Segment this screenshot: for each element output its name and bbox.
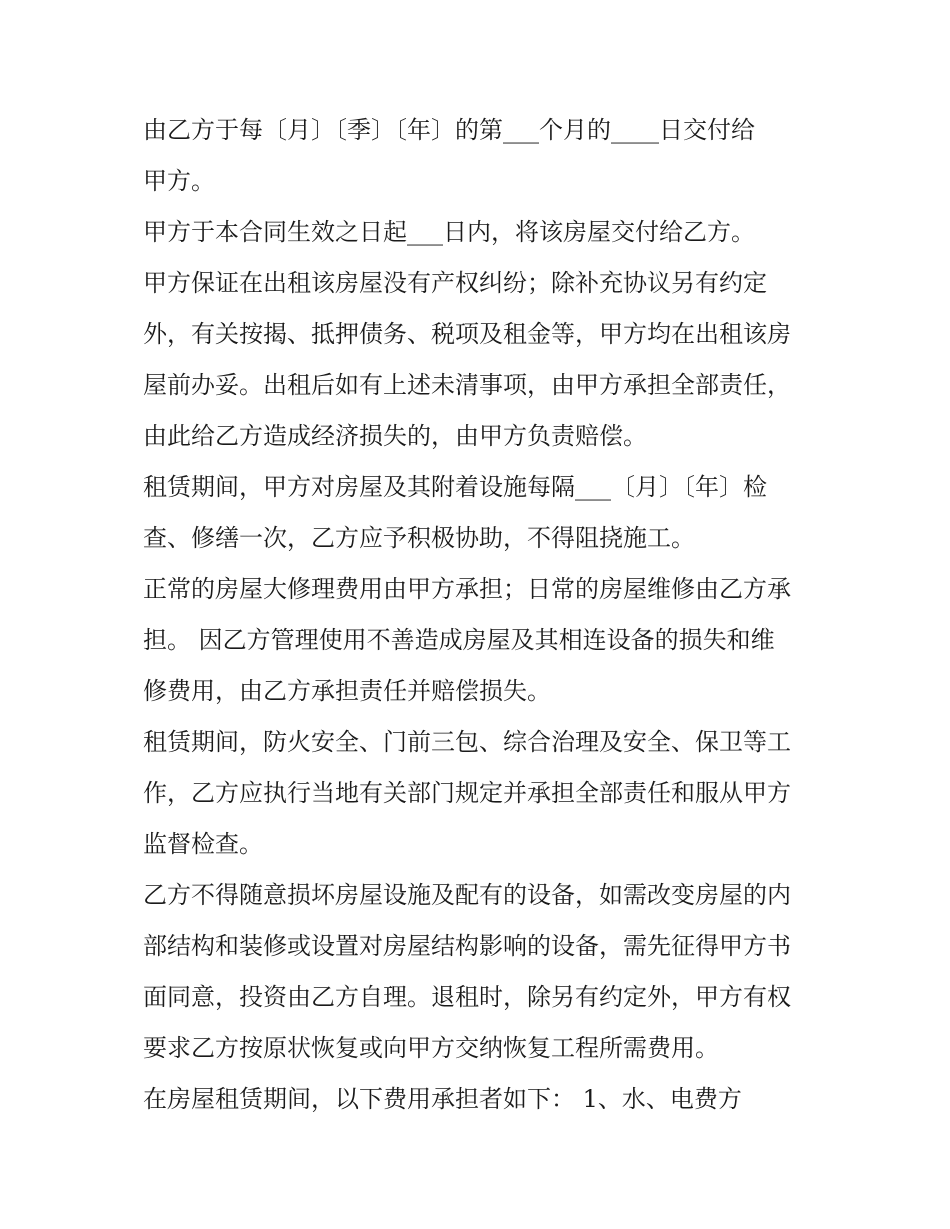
text-line: 部结构和装修或设置对房屋结构影响的设备，需先征得甲方书 — [143, 932, 791, 960]
text-line: 甲方。 — [143, 167, 215, 195]
paragraph-property-guarantee — [143, 258, 823, 462]
document-body — [143, 105, 823, 1125]
text-line: 甲方于本合同生效之日起___日内，将该房屋交付给乙方。 — [143, 218, 755, 246]
text-line: 查、修缮一次，乙方应予积极协助，不得阻挠施工。 — [143, 524, 695, 552]
text-line: 由乙方于每〔月〕〔季〕〔年〕的第___个月的____日交付给 — [143, 116, 755, 144]
text-line: 面同意，投资由乙方自理。退租时，除另有约定外，甲方有权 — [143, 983, 791, 1011]
text-line: 外，有关按揭、抵押债务、税项及租金等，甲方均在出租该房 — [143, 320, 791, 348]
text-line: 由此给乙方造成经济损失的，由甲方负责赔偿。 — [143, 422, 647, 450]
text-line: 正常的房屋大修理费用由甲方承担；日常的房屋维修由乙方承 — [143, 575, 791, 603]
text-line: 修费用，由乙方承担责任并赔偿损失。 — [143, 677, 551, 705]
text-line: 监督检查。 — [143, 830, 263, 858]
text-line: 在房屋租赁期间，以下费用承担者如下： 1、水、电费方 — [143, 1085, 742, 1113]
text-line: 甲方保证在出租该房屋没有产权纠纷；除补充协议另有约定 — [143, 269, 767, 297]
paragraph-safety — [143, 717, 823, 870]
paragraph-expenses — [143, 1074, 823, 1125]
text-line: 担。 因乙方管理使用不善造成房屋及其相连设备的损失和维 — [143, 626, 775, 654]
paragraph-payment-schedule — [143, 105, 823, 207]
text-line: 租赁期间，甲方对房屋及其附着设施每隔___〔月〕〔年〕检 — [143, 473, 767, 501]
paragraph-repair-costs — [143, 564, 823, 717]
text-line: 作，乙方应执行当地有关部门规定并承担全部责任和服从甲方 — [143, 779, 791, 807]
text-line: 屋前办妥。出租后如有上述未清事项，由甲方承担全部责任， — [143, 371, 791, 399]
paragraph-inspection — [143, 462, 823, 564]
text-line: 乙方不得随意损坏房屋设施及配有的设备，如需改变房屋的内 — [143, 881, 791, 909]
text-line: 要求乙方按原状恢复或向甲方交纳恢复工程所需费用。 — [143, 1034, 719, 1062]
paragraph-handover — [143, 207, 823, 258]
paragraph-alterations — [143, 870, 823, 1074]
text-line: 租赁期间，防火安全、门前三包、综合治理及安全、保卫等工 — [143, 728, 791, 756]
